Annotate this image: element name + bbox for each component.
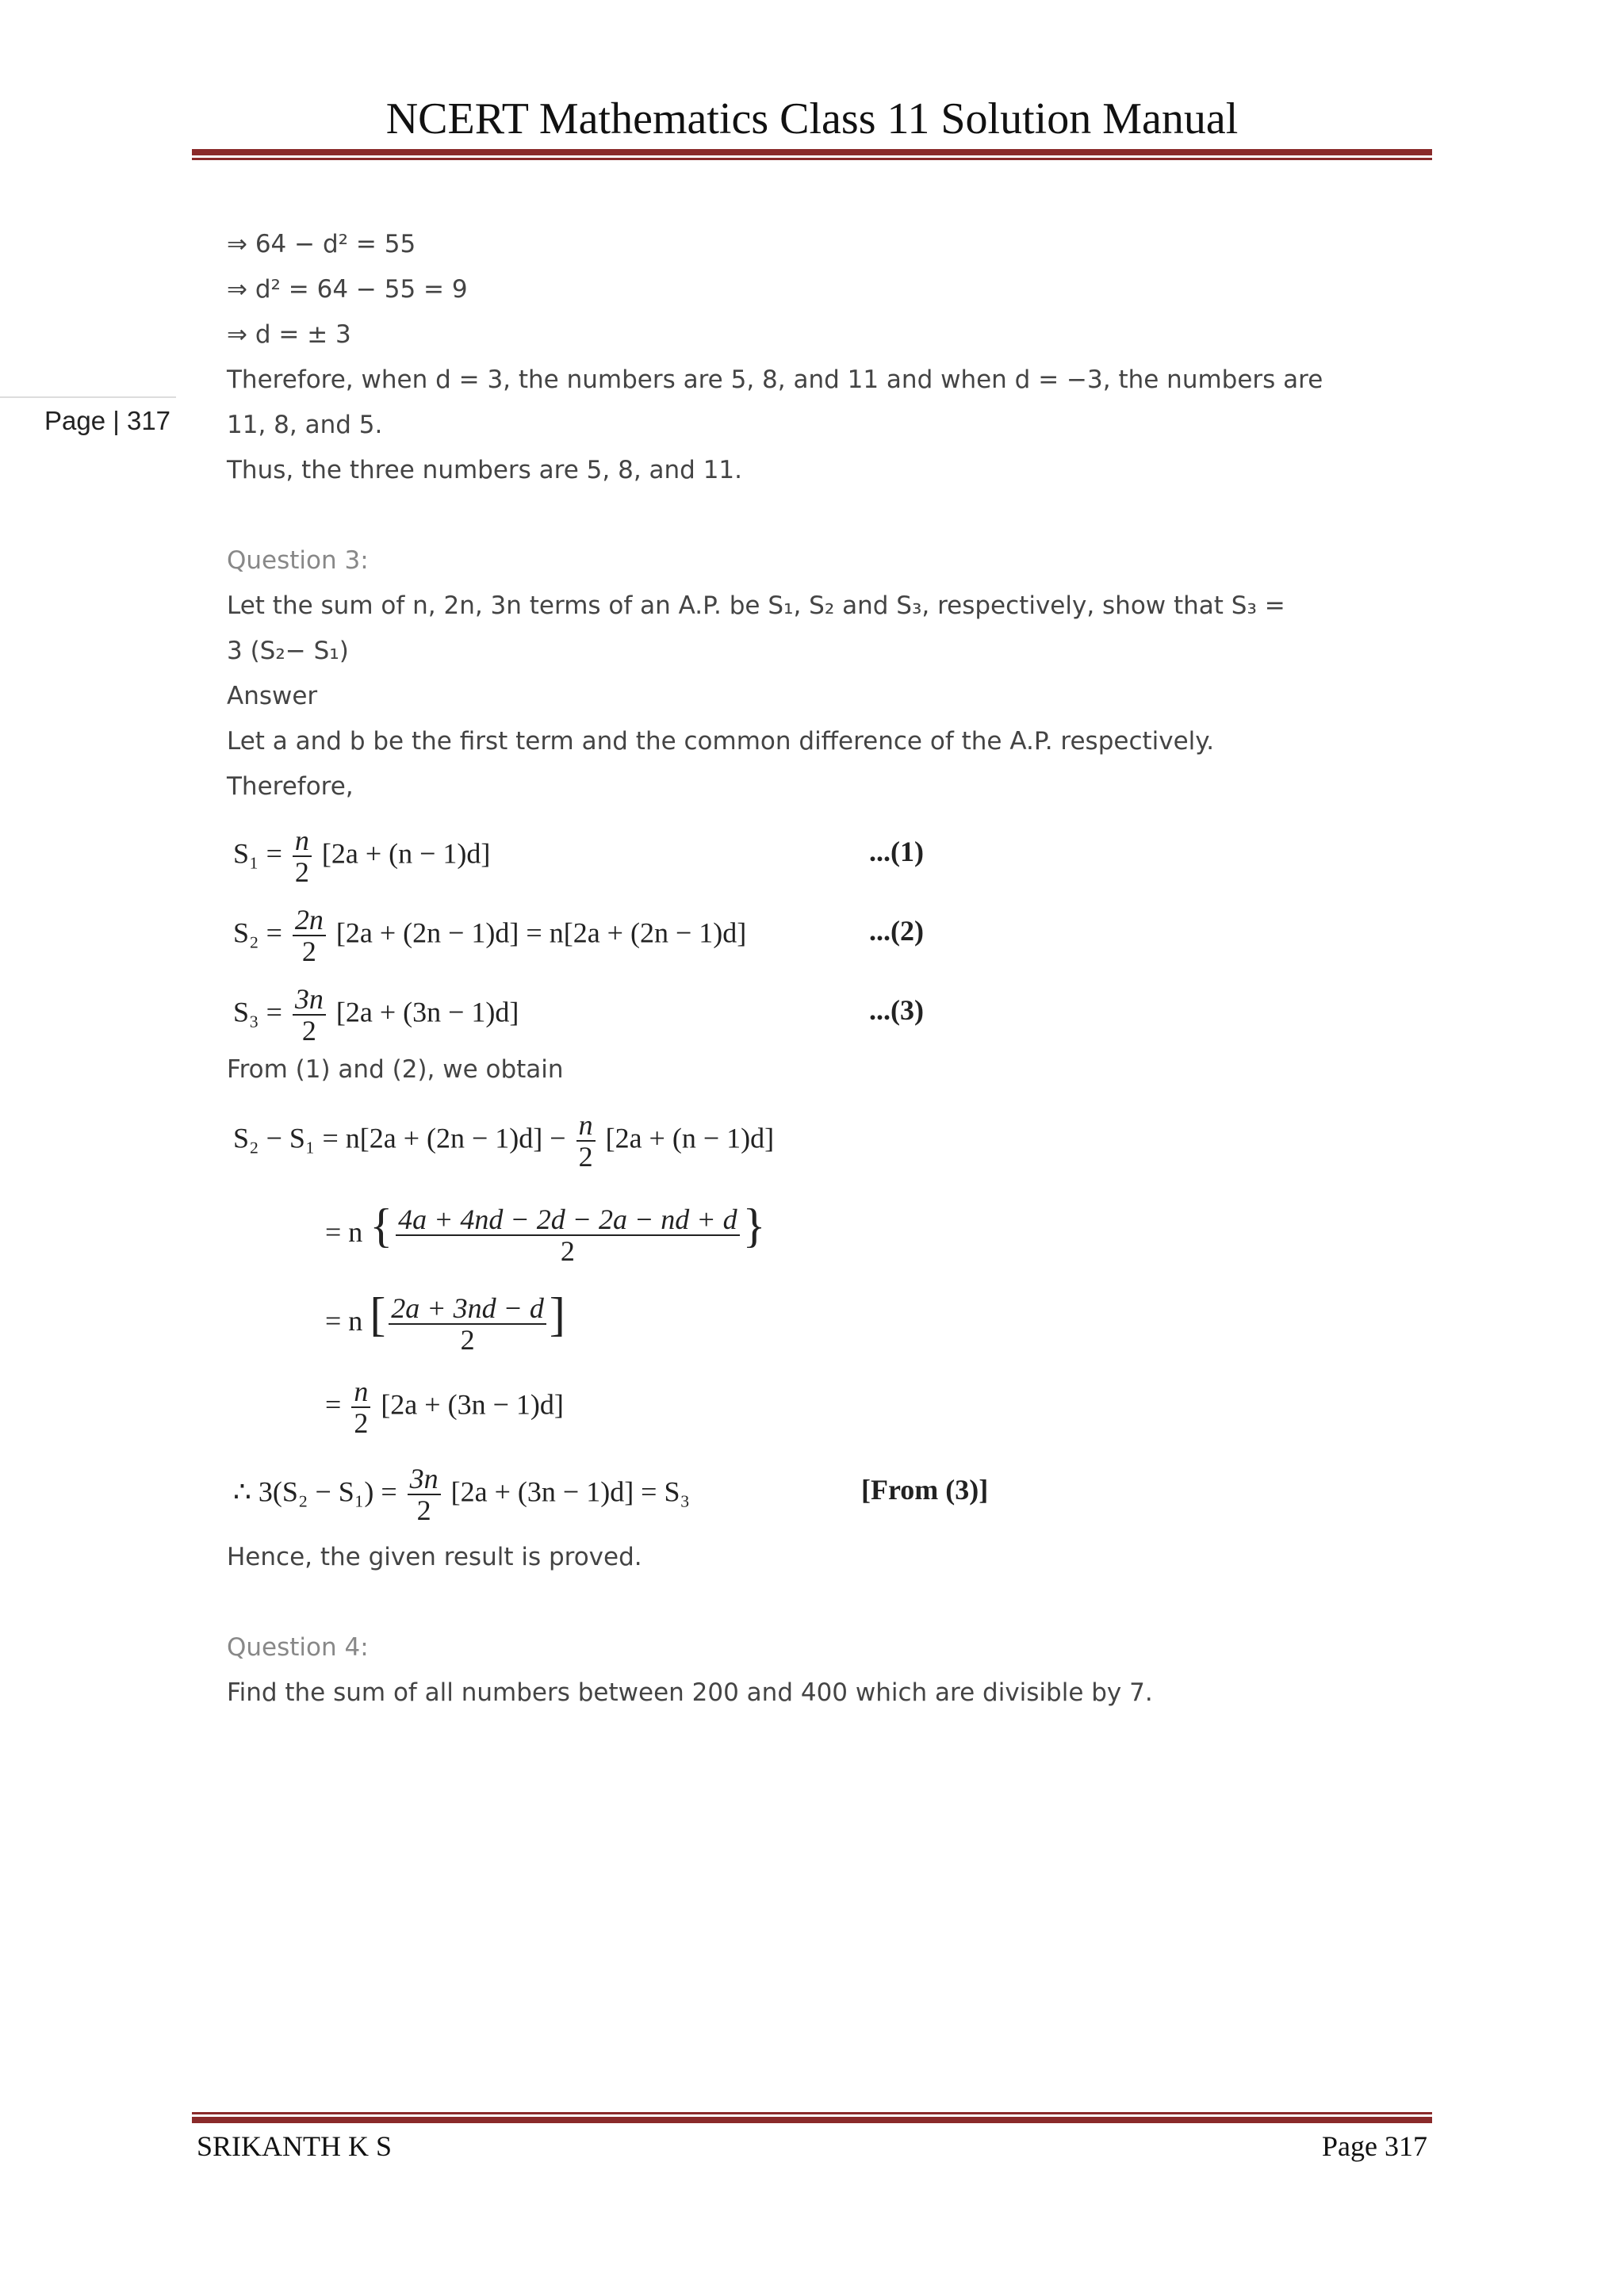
footer-author: SRIKANTH K S: [197, 2130, 393, 2162]
fraction-denominator: 2: [294, 856, 309, 888]
derivation-lhs: = n: [325, 1305, 363, 1337]
fraction: [293, 984, 326, 1046]
derivation-rhs: [2a + (3n − 1)d]: [381, 1388, 564, 1421]
header-rule: [192, 149, 1432, 160]
derivation-rhs: [2a + (3n − 1)d] = S₃: [450, 1475, 691, 1508]
text-line: Thus, the three numbers are 5, 8, and 11.: [227, 456, 743, 484]
answer-text: Therefore,: [227, 772, 354, 801]
fraction: [351, 1376, 370, 1438]
equation-reference: ...(3): [869, 994, 924, 1026]
fraction: [389, 1293, 546, 1355]
footer-rule: [192, 2112, 1432, 2123]
fraction-numerator: 2a + 3nd − d: [389, 1293, 546, 1325]
text-line: Therefore, when d = 3, the numbers are 5, 8, and 11 and when d = −3, the numbers are: [227, 365, 1323, 394]
fraction-denominator: 2: [560, 1234, 575, 1267]
conclusion-text: Hence, the given result is proved.: [227, 1543, 642, 1571]
derivation-lhs: S₂ − S₁ = n[2a + (2n − 1)d] −: [233, 1122, 566, 1154]
fraction: [576, 1110, 596, 1172]
equation-rhs: [2a + (2n − 1)d] = n[2a + (2n − 1)d]: [335, 916, 747, 949]
fraction-numerator: n: [351, 1376, 370, 1408]
fraction-denominator: 2: [416, 1494, 431, 1526]
derivation-lhs: = n: [325, 1216, 363, 1248]
fraction-denominator: 2: [578, 1141, 593, 1173]
page-header-title: NCERT Mathematics Class 11 Solution Manual: [385, 94, 1239, 144]
fraction-denominator: 2: [301, 936, 316, 967]
text-line: ⇒ 64 − d² = 55: [227, 230, 416, 258]
side-divider: [0, 396, 176, 398]
fraction: [293, 825, 312, 887]
equation-lhs: S₁ =: [233, 837, 282, 870]
footer-page-number: Page 317: [1322, 2130, 1427, 2162]
text-line: 11, 8, and 5.: [227, 411, 383, 439]
fraction: [293, 905, 326, 966]
question-4-text: Find the sum of all numbers between 200 and 400 which are divisible by 7.: [227, 1678, 1153, 1707]
page-content: [227, 222, 1385, 1716]
question-3-heading: Question 3:: [227, 546, 369, 575]
fraction-numerator: n: [576, 1110, 596, 1142]
text-line: ⇒ d = ± 3: [227, 320, 351, 349]
derivation-lhs: =: [325, 1388, 342, 1421]
text-line: From (1) and (2), we obtain: [227, 1055, 564, 1084]
question-4-heading: Question 4:: [227, 1633, 369, 1662]
derivation-step-3: = n [ $\frac{2a + 3nd - d}{2}$ ]: [325, 1288, 565, 1356]
side-page-label: Page | 317: [44, 406, 171, 435]
fraction-numerator: 4a + 4nd − 2d − 2a − nd + d: [396, 1204, 739, 1236]
answer-text: Let a and b be the first term and the common difference of the A.P. respectively.: [227, 727, 1215, 756]
equation-lhs: S₃ =: [233, 996, 282, 1028]
fraction-numerator: 2n: [293, 905, 326, 936]
derivation-step-2: = n { $\frac{4a + 4nd - 2d - 2a - nd + d}{2}$ }: [325, 1200, 766, 1267]
fraction-denominator: 2: [460, 1323, 475, 1356]
equation-reference: ...(1): [869, 836, 924, 867]
fraction-numerator: 3n: [408, 1464, 441, 1495]
text-line: ⇒ d² = 64 − 55 = 9: [227, 275, 468, 304]
fraction-denominator: 2: [354, 1407, 369, 1439]
fraction: [408, 1464, 441, 1525]
equation-rhs: [2a + (n − 1)d]: [321, 837, 491, 870]
derivation-rhs: [2a + (n − 1)d]: [605, 1122, 775, 1154]
derivation-lhs: ∴ 3(S₂ − S₁) =: [233, 1475, 397, 1508]
derivation-step-4: [227, 1359, 1385, 1448]
fraction-numerator: n: [293, 825, 312, 857]
question-3-text: 3 (S₂− S₁): [227, 637, 349, 665]
equation-1: [227, 809, 1385, 889]
question-3-text: Let the sum of n, 2n, 3n terms of an A.P. be S₁, S₂ and S₃, respectively, show that S₃ =: [227, 591, 1285, 620]
equation-2: [227, 889, 1385, 968]
answer-label: Answer: [227, 682, 318, 710]
fraction-denominator: 2: [301, 1015, 316, 1047]
equation-3: [227, 968, 1385, 1047]
equation-rhs: [2a + (3n − 1)d]: [335, 996, 519, 1028]
equation-reference: ...(2): [869, 915, 924, 947]
equation-reference: [From (3)]: [861, 1474, 989, 1506]
fraction: [396, 1204, 739, 1266]
derivation-step-5: [227, 1448, 1385, 1535]
equation-lhs: S₂ =: [233, 916, 282, 949]
derivation-step-1: [227, 1093, 1385, 1181]
fraction-numerator: 3n: [293, 984, 326, 1016]
